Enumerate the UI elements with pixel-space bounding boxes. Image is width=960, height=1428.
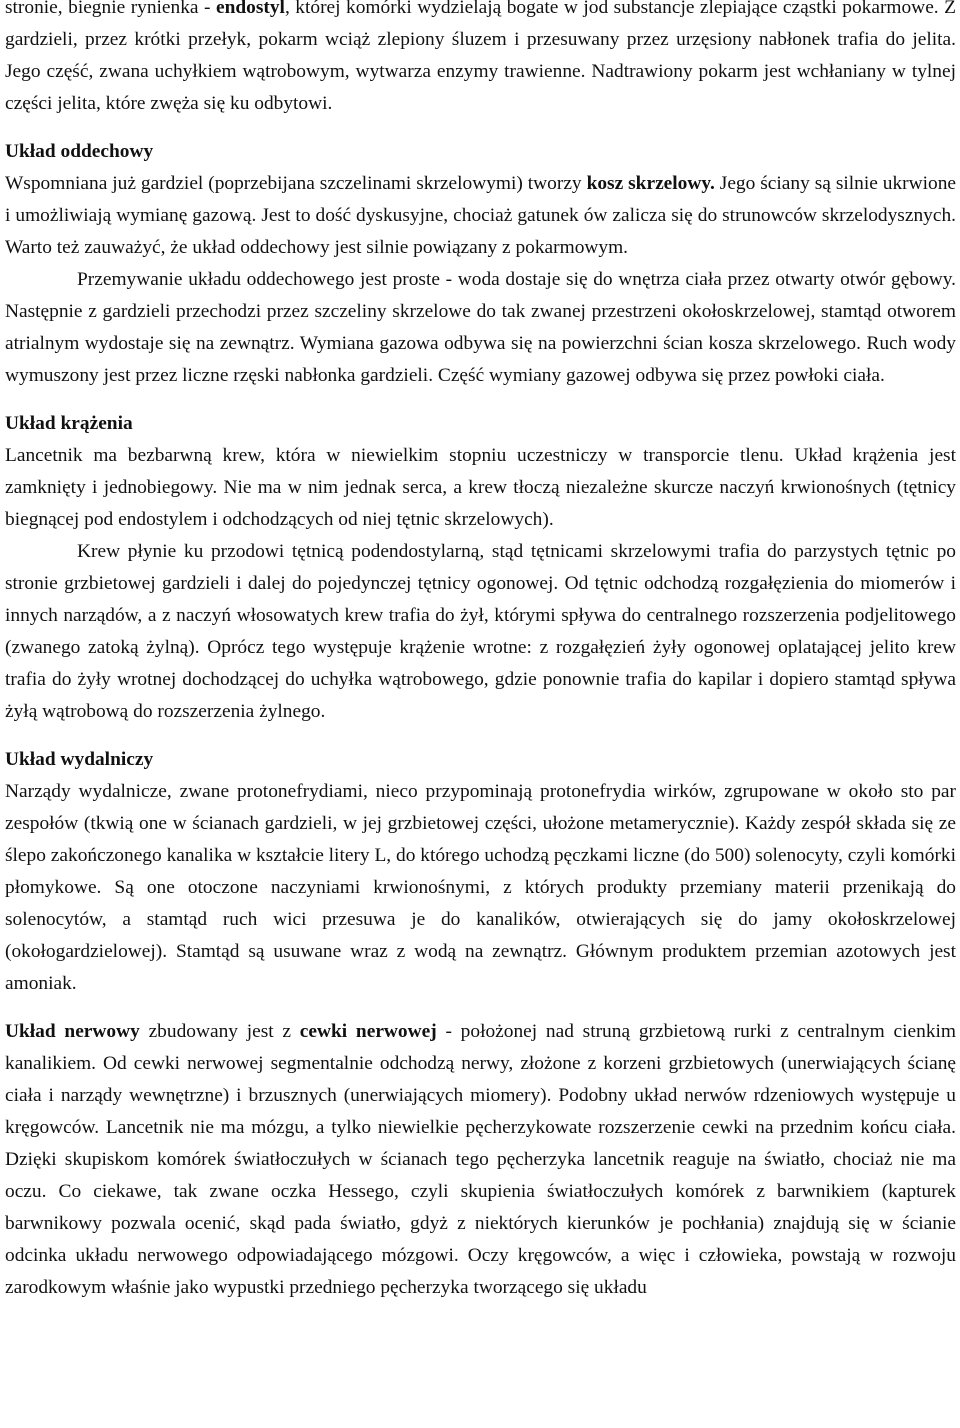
paragraph-circulatory-1: Lancetnik ma bezbarwną krew, która w niewielkim stopniu uczestniczy w transporcie tlenu. Układ krążenia jest zamknięty i jednobiegowy. Nie ma w nim jednak serca, a krew tłoczą niezależne skurcze naczyń krwionośnych (tętnicy biegnącej pod endostylem i odchodzących od niej tętnic skrzelowych). [5,445,956,530]
term-cewka-nerwowa: cewki nerwowej [299,1021,437,1042]
paragraph-respiratory-2: Przemywanie układu oddechowego jest proste - woda dostaje się do wnętrza ciała przez otwarty otwór gębowy. Następnie z gardzieli przechodzi przez szczeliny skrzelowe do tak zwanej przestrzeni okołoskrzelowej, stamtąd otworem atrialnym wydostaje się na zewnątrz. Wymiana gazowa odbywa się na powierzchni ścian kosza skrzelowego. Ruch wody wymuszony jest przez liczne rzęski nabłonka gardzieli. Część wymiany gazowej odbywa się przez powłoki ciała. [5,269,956,386]
text-run: , której komórki wydzielają bogate w jod substancje zlepiające cząstki pokarmowe. Z gardzieli, przez krótki przełyk, pokarm wciąż zlepiony śluzem i przesuwany przez urzęsiony nabłonek trafia do jelita. Jego część, zwana uchyłkiem wątrobowym, wytwarza enzymy trawienne. Nadtrawiony pokarm jest wchłaniany w tylnej części jelita, które zwęża się ku odbytowi. [5,0,956,114]
heading-excretory: Układ wydalniczy [5,749,154,770]
term-endostyl: endostyl [215,0,285,18]
paragraph-nervous [5,1016,956,1304]
text-run: stronie, biegnie rynienka - [5,0,216,18]
term-kosz-skrzelowy: kosz skrzelowy. [586,173,715,194]
section-gap [5,728,956,744]
section-gap [5,120,956,136]
text-run: Jego ściany są silnie ukrwione i umożliwiają wymianę gazową. Jest to dość dyskusyjne, chociaż gatunek ów zalicza się do strunowców skrzelodysznych. Warto też zauważyć, że układ oddechowy jest silnie powiązany z pokarmowym. [5,173,956,258]
heading-circulatory: Układ krążenia [5,413,133,434]
text-run: - położonej nad struną grzbietową rurki z centralnym cienkim kanalikiem. Od cewki nerwowej segmentalnie odchodzą nerwy, złożone z korzeni grzbietowych (unerwiających ścianę ciała i narządy wewnętrzne) i brzusznych (unerwiających miomery). Podobny układ nerwów rdzeniowych występuje u kręgowców. Lancetnik nie ma mózgu, a tylko niewielkie pęcherzykowate rozszerzenie cewki na przednim końcu ciała. Dzięki skupiskom komórek światłoczułych w ścianach tego pęcherzyka lancetnik reaguje na światło, chociaż nie ma oczu. Co ciekawe, tak zwane oczka Hessego, czyli skupienia światłoczułych komórek z barwnikiem (kapturek barwnikowy pozwala ocenić, skąd pada światło, gdyż z niektórych kierunków je pochłania) znajdują się w ścianie odcinka układu nerwowego odpowiadającego mózgowi. Oczy kręgowców, a więc i człowieka, powstają w rozwoju zarodkowym właśnie jako wypustki przedniego pęcherzyka tworzącego się układu [5,1021,956,1298]
paragraph-digestion-end [5,0,956,120]
section-gap [5,1000,956,1016]
paragraph-circulatory-2: Krew płynie ku przodowi tętnicą podendostylarną, stąd tętnicami skrzelowymi trafia do parzystych tętnic po stronie grzbietowej gardzieli i dalej do pojedynczej tętnicy ogonowej. Od tętnic odchodzą rozgałęzienia do miomerów i innych narządów, a z naczyń włosowatych krew trafia do żył, którymi spływa do centralnego rozszerzenia podjelitowego (zwanego zatoką żylną). Oprócz tego występuje krążenie wrotne: z rozgałęzień żyły ogonowej oplatającej jelito krew trafia do żyły wrotnej dochodzącej do uchyłka wątrobowego, gdzie ponownie trafia do kapilar i dopiero stamtąd spływa żyłą wątrobową do rozszerzenia żylnego. [5,541,956,722]
document-page [5,0,956,1304]
section-gap [5,392,956,408]
text-run: Wspomniana już gardziel (poprzebijana szczelinami skrzelowymi) tworzy [5,173,587,194]
text-run: zbudowany jest z [139,1021,300,1042]
paragraph-excretory: Narządy wydalnicze, zwane protonefrydiami, nieco przypominają protonefrydia wirków, zgrupowane w około sto par zespołów (tkwią one w ścianach gardzieli, w jej grzbietowej części, ułożone metamerycznie). Każdy zespół składa się ze ślepo zakończonego kanalika w kształcie litery L, do którego uchodzą pęczkami liczne (do 500) solenocyty, czyli komórki płomykowe. Są one otoczone naczyniami krwionośnymi, z których produkty przemiany materii przenikają do solenocytów, a stamtąd ruch wici przesuwa je do kanalików, otwierających się do jamy okołoskrzelowej (okołogardzielowej). Stamtąd są usuwane wraz z wodą na zewnątrz. Głównym produktem przemian azotowych jest amoniak. [5,781,956,994]
paragraph-respiratory-1 [5,168,956,264]
heading-respiratory: Układ oddechowy [5,141,154,162]
term-uklad-nerwowy: Układ nerwowy [5,1021,140,1042]
